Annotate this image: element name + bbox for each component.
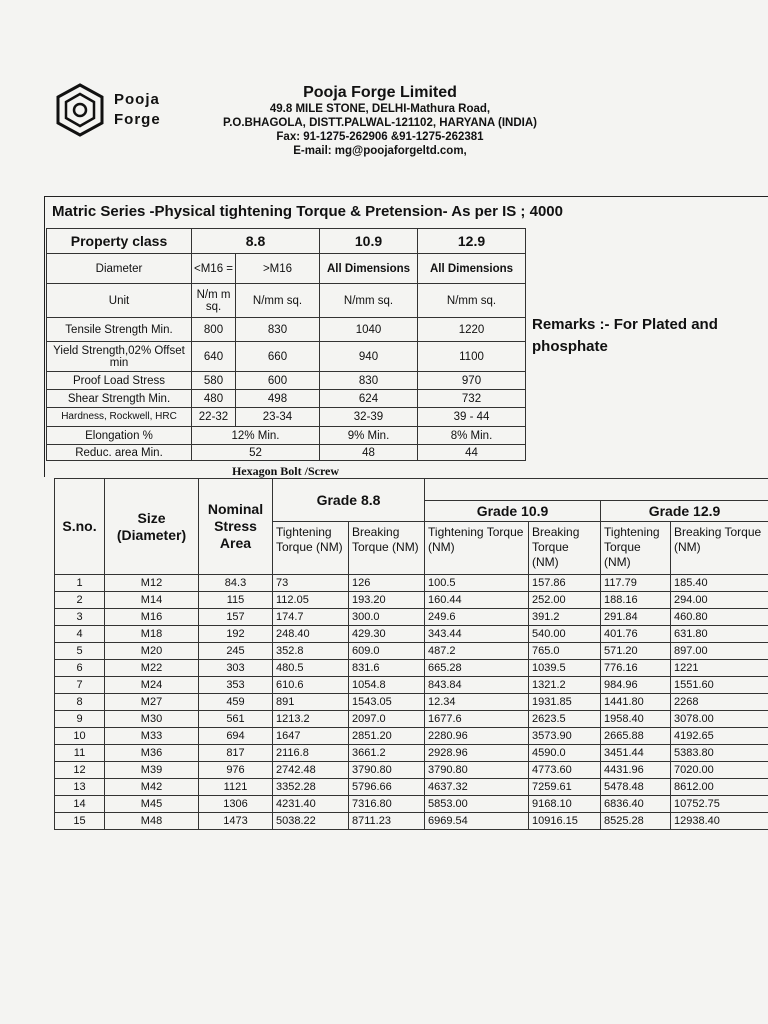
break-10-9-cell: 2623.5 xyxy=(529,711,601,728)
table-row xyxy=(55,813,768,830)
breaking-torque-header: Breaking Torque (NM) xyxy=(671,522,768,575)
breaking-torque-header: Breaking Torque (NM) xyxy=(349,522,425,575)
break-8-8-cell: 7316.80 xyxy=(349,796,425,813)
tight-10-9-cell: 1677.6 xyxy=(425,711,529,728)
table-row xyxy=(55,660,768,677)
elongation-row xyxy=(47,427,526,445)
value-c: 624 xyxy=(320,390,418,408)
sno-cell: 5 xyxy=(55,643,105,660)
sno-cell: 9 xyxy=(55,711,105,728)
size-cell: M30 xyxy=(105,711,199,728)
area-cell: 1121 xyxy=(199,779,273,796)
tight-10-9-cell: 6969.54 xyxy=(425,813,529,830)
breaking-torque-header: Breaking Torque (NM) xyxy=(529,522,601,575)
tight-12-9-cell: 1958.40 xyxy=(601,711,671,728)
area-cell: 303 xyxy=(199,660,273,677)
yield-row xyxy=(47,342,526,372)
unit-d: N/mm sq. xyxy=(418,284,526,318)
break-10-9-cell: 9168.10 xyxy=(529,796,601,813)
value-d: 44 xyxy=(418,445,526,461)
fax-line: Fax: 91-1275-262906 &91-1275-262381 xyxy=(276,131,484,143)
size-cell: M16 xyxy=(105,609,199,626)
row-label: Proof Load Stress xyxy=(47,372,192,390)
area-cell: 561 xyxy=(199,711,273,728)
address-line-1: 49.8 MILE STONE, DELHI-Mathura Road, xyxy=(269,103,491,115)
break-8-8-cell: 300.0 xyxy=(349,609,425,626)
diameter-label: Diameter xyxy=(47,254,192,284)
tight-8-8-cell: 5038.22 xyxy=(273,813,349,830)
break-12-9-cell: 8612.00 xyxy=(671,779,768,796)
size-cell: M24 xyxy=(105,677,199,694)
break-12-9-cell: 7020.00 xyxy=(671,762,768,779)
header-spacer xyxy=(425,479,768,501)
sno-cell: 4 xyxy=(55,626,105,643)
table-row xyxy=(55,711,768,728)
break-8-8-cell: 5796.66 xyxy=(349,779,425,796)
tight-10-9-cell: 100.5 xyxy=(425,575,529,592)
document-title: Matric Series -Physical tightening Torque & Pretension- As per IS ; 4000 xyxy=(52,203,563,220)
break-12-9-cell: 1551.60 xyxy=(671,677,768,694)
torque-table xyxy=(54,478,768,830)
break-8-8-cell: 1054.8 xyxy=(349,677,425,694)
tight-8-8-cell: 610.6 xyxy=(273,677,349,694)
tight-10-9-cell: 843.84 xyxy=(425,677,529,694)
break-8-8-cell: 126 xyxy=(349,575,425,592)
tight-12-9-cell: 401.76 xyxy=(601,626,671,643)
tight-12-9-cell: 984.96 xyxy=(601,677,671,694)
size-cell: M27 xyxy=(105,694,199,711)
tight-8-8-cell: 248.40 xyxy=(273,626,349,643)
tight-12-9-cell: 3451.44 xyxy=(601,745,671,762)
break-10-9-cell: 252.00 xyxy=(529,592,601,609)
value-b: 23-34 xyxy=(236,408,320,427)
value-d: 732 xyxy=(418,390,526,408)
break-12-9-cell: 460.80 xyxy=(671,609,768,626)
area-cell: 694 xyxy=(199,728,273,745)
unit-b: N/mm sq. xyxy=(236,284,320,318)
size-header: Size (Diameter) xyxy=(105,479,199,575)
tight-12-9-cell: 776.16 xyxy=(601,660,671,677)
break-8-8-cell: 3661.2 xyxy=(349,745,425,762)
torque-table-body xyxy=(55,575,768,830)
tight-12-9-cell: 5478.48 xyxy=(601,779,671,796)
break-8-8-cell: 193.20 xyxy=(349,592,425,609)
sno-header: S.no. xyxy=(55,479,105,575)
company-logo-icon xyxy=(54,82,106,138)
tight-8-8-cell: 4231.40 xyxy=(273,796,349,813)
tight-8-8-cell: 2742.48 xyxy=(273,762,349,779)
break-10-9-cell: 157.86 xyxy=(529,575,601,592)
value-a: 480 xyxy=(192,390,236,408)
value-d: 970 xyxy=(418,372,526,390)
break-12-9-cell: 12938.40 xyxy=(671,813,768,830)
value-a: 22-32 xyxy=(192,408,236,427)
size-cell: M12 xyxy=(105,575,199,592)
property-class-label: Property class xyxy=(47,229,192,254)
diameter-row xyxy=(47,254,526,284)
property-header-row xyxy=(47,229,526,254)
tight-8-8-cell: 352.8 xyxy=(273,643,349,660)
sno-cell: 15 xyxy=(55,813,105,830)
tight-10-9-cell: 2280.96 xyxy=(425,728,529,745)
company-name: Pooja Forge Limited xyxy=(303,84,457,101)
table-row xyxy=(55,592,768,609)
break-12-9-cell: 10752.75 xyxy=(671,796,768,813)
value-c: 1040 xyxy=(320,318,418,342)
diameter-c: All Dimensions xyxy=(320,254,418,284)
grade-12-9-header: Grade 12.9 xyxy=(601,501,768,522)
tight-8-8-cell: 891 xyxy=(273,694,349,711)
value-b: 830 xyxy=(236,318,320,342)
size-cell: M20 xyxy=(105,643,199,660)
tight-12-9-cell: 1441.80 xyxy=(601,694,671,711)
tight-12-9-cell: 4431.96 xyxy=(601,762,671,779)
area-cell: 84.3 xyxy=(199,575,273,592)
table-row xyxy=(55,643,768,660)
sno-cell: 14 xyxy=(55,796,105,813)
tightening-torque-header: Tightening Torque (NM) xyxy=(601,522,671,575)
size-cell: M48 xyxy=(105,813,199,830)
tight-12-9-cell: 2665.88 xyxy=(601,728,671,745)
break-12-9-cell: 1221 xyxy=(671,660,768,677)
tight-8-8-cell: 174.7 xyxy=(273,609,349,626)
sno-cell: 7 xyxy=(55,677,105,694)
unit-label: Unit xyxy=(47,284,192,318)
table-row xyxy=(55,677,768,694)
value-b: 498 xyxy=(236,390,320,408)
class-8-8: 8.8 xyxy=(192,229,320,254)
tight-10-9-cell: 3790.80 xyxy=(425,762,529,779)
break-12-9-cell: 3078.00 xyxy=(671,711,768,728)
sno-cell: 11 xyxy=(55,745,105,762)
tight-8-8-cell: 2116.8 xyxy=(273,745,349,762)
tight-8-8-cell: 1647 xyxy=(273,728,349,745)
row-label: Yield Strength,02% Offset min xyxy=(47,342,192,372)
tight-10-9-cell: 12.34 xyxy=(425,694,529,711)
tight-10-9-cell: 4637.32 xyxy=(425,779,529,796)
size-cell: M36 xyxy=(105,745,199,762)
break-8-8-cell: 3790.80 xyxy=(349,762,425,779)
break-12-9-cell: 5383.80 xyxy=(671,745,768,762)
tight-10-9-cell: 343.44 xyxy=(425,626,529,643)
value-ab: 12% Min. xyxy=(192,427,320,445)
property-class-table xyxy=(46,228,526,461)
area-cell: 1306 xyxy=(199,796,273,813)
tight-10-9-cell: 5853.00 xyxy=(425,796,529,813)
break-10-9-cell: 1039.5 xyxy=(529,660,601,677)
break-12-9-cell: 4192.65 xyxy=(671,728,768,745)
tight-12-9-cell: 8525.28 xyxy=(601,813,671,830)
value-a: 580 xyxy=(192,372,236,390)
value-d: 39 - 44 xyxy=(418,408,526,427)
break-8-8-cell: 2851.20 xyxy=(349,728,425,745)
tight-12-9-cell: 188.16 xyxy=(601,592,671,609)
hardness-row xyxy=(47,408,526,427)
area-cell: 817 xyxy=(199,745,273,762)
tight-10-9-cell: 2928.96 xyxy=(425,745,529,762)
logo-text-line2: Forge xyxy=(114,111,161,128)
sno-cell: 2 xyxy=(55,592,105,609)
value-b: 600 xyxy=(236,372,320,390)
sno-cell: 8 xyxy=(55,694,105,711)
tensile-row xyxy=(47,318,526,342)
break-8-8-cell: 1543.05 xyxy=(349,694,425,711)
area-cell: 1473 xyxy=(199,813,273,830)
break-10-9-cell: 10916.15 xyxy=(529,813,601,830)
area-cell: 245 xyxy=(199,643,273,660)
tight-12-9-cell: 571.20 xyxy=(601,643,671,660)
break-10-9-cell: 3573.90 xyxy=(529,728,601,745)
size-cell: M18 xyxy=(105,626,199,643)
company-header xyxy=(200,84,560,158)
email-line: E-mail: mg@poojaforgeltd.com, xyxy=(293,145,467,157)
tight-10-9-cell: 249.6 xyxy=(425,609,529,626)
break-8-8-cell: 2097.0 xyxy=(349,711,425,728)
diameter-d: All Dimensions xyxy=(418,254,526,284)
tight-12-9-cell: 6836.40 xyxy=(601,796,671,813)
sno-cell: 12 xyxy=(55,762,105,779)
area-cell: 115 xyxy=(199,592,273,609)
break-12-9-cell: 2268 xyxy=(671,694,768,711)
reduc-area-row xyxy=(47,445,526,461)
class-12-9: 12.9 xyxy=(418,229,526,254)
row-label: Elongation % xyxy=(47,427,192,445)
size-cell: M14 xyxy=(105,592,199,609)
tight-10-9-cell: 487.2 xyxy=(425,643,529,660)
table-row xyxy=(55,796,768,813)
tight-8-8-cell: 1213.2 xyxy=(273,711,349,728)
torque-header-row-1 xyxy=(55,479,768,501)
break-8-8-cell: 429.30 xyxy=(349,626,425,643)
tight-8-8-cell: 480.5 xyxy=(273,660,349,677)
unit-c: N/mm sq. xyxy=(320,284,418,318)
remarks-note: Remarks :- For Plated and phosphate xyxy=(532,316,718,355)
area-cell: 157 xyxy=(199,609,273,626)
size-cell: M39 xyxy=(105,762,199,779)
table-row xyxy=(55,626,768,643)
sno-cell: 6 xyxy=(55,660,105,677)
break-10-9-cell: 1931.85 xyxy=(529,694,601,711)
table-row xyxy=(55,745,768,762)
tight-10-9-cell: 160.44 xyxy=(425,592,529,609)
diameter-b: >M16 xyxy=(236,254,320,284)
class-10-9: 10.9 xyxy=(320,229,418,254)
area-cell: 192 xyxy=(199,626,273,643)
break-8-8-cell: 831.6 xyxy=(349,660,425,677)
size-cell: M33 xyxy=(105,728,199,745)
table-row xyxy=(55,694,768,711)
address-line-2: P.O.BHAGOLA, DISTT.PALWAL-121102, HARYANA (INDIA) xyxy=(223,117,537,129)
value-a: 640 xyxy=(192,342,236,372)
proof-load-row xyxy=(47,372,526,390)
sno-cell: 3 xyxy=(55,609,105,626)
break-10-9-cell: 4773.60 xyxy=(529,762,601,779)
value-c: 9% Min. xyxy=(320,427,418,445)
table-row xyxy=(55,609,768,626)
value-d: 1100 xyxy=(418,342,526,372)
break-10-9-cell: 391.2 xyxy=(529,609,601,626)
grade-10-9-header: Grade 10.9 xyxy=(425,501,601,522)
row-label: Shear Strength Min. xyxy=(47,390,192,408)
break-8-8-cell: 8711.23 xyxy=(349,813,425,830)
table-row xyxy=(55,728,768,745)
area-cell: 353 xyxy=(199,677,273,694)
grade-8-8-header: Grade 8.8 xyxy=(273,479,425,522)
value-d: 1220 xyxy=(418,318,526,342)
value-a: 800 xyxy=(192,318,236,342)
sno-cell: 1 xyxy=(55,575,105,592)
size-cell: M45 xyxy=(105,796,199,813)
size-cell: M42 xyxy=(105,779,199,796)
tight-8-8-cell: 112.05 xyxy=(273,592,349,609)
value-c: 830 xyxy=(320,372,418,390)
section-caption: Hexagon Bolt /Screw xyxy=(231,464,340,478)
break-8-8-cell: 609.0 xyxy=(349,643,425,660)
break-10-9-cell: 1321.2 xyxy=(529,677,601,694)
row-label: Reduc. area Min. xyxy=(47,445,192,461)
area-cell: 459 xyxy=(199,694,273,711)
shear-row xyxy=(47,390,526,408)
table-row xyxy=(55,575,768,592)
tight-8-8-cell: 3352.28 xyxy=(273,779,349,796)
break-10-9-cell: 540.00 xyxy=(529,626,601,643)
value-ab: 52 xyxy=(192,445,320,461)
tightening-torque-header: Tightening Torque (NM) xyxy=(425,522,529,575)
break-12-9-cell: 897.00 xyxy=(671,643,768,660)
break-10-9-cell: 4590.0 xyxy=(529,745,601,762)
sno-cell: 10 xyxy=(55,728,105,745)
area-cell: 976 xyxy=(199,762,273,779)
tight-12-9-cell: 117.79 xyxy=(601,575,671,592)
value-c: 940 xyxy=(320,342,418,372)
break-10-9-cell: 765.0 xyxy=(529,643,601,660)
break-10-9-cell: 7259.61 xyxy=(529,779,601,796)
break-12-9-cell: 294.00 xyxy=(671,592,768,609)
tight-12-9-cell: 291.84 xyxy=(601,609,671,626)
value-b: 660 xyxy=(236,342,320,372)
sno-cell: 13 xyxy=(55,779,105,796)
break-12-9-cell: 631.80 xyxy=(671,626,768,643)
row-label: Tensile Strength Min. xyxy=(47,318,192,342)
tightening-torque-header: Tightening Torque (NM) xyxy=(273,522,349,575)
size-cell: M22 xyxy=(105,660,199,677)
diameter-a: <M16 = xyxy=(192,254,236,284)
tight-8-8-cell: 73 xyxy=(273,575,349,592)
logo-text-line1: Pooja xyxy=(114,91,160,108)
value-d: 8% Min. xyxy=(418,427,526,445)
row-label: Hardness, Rockwell, HRC xyxy=(47,408,192,427)
table-row xyxy=(55,779,768,796)
area-header: Nominal Stress Area xyxy=(199,479,273,575)
unit-a: N/m m sq. xyxy=(192,284,236,318)
tight-10-9-cell: 665.28 xyxy=(425,660,529,677)
break-12-9-cell: 185.40 xyxy=(671,575,768,592)
value-c: 32-39 xyxy=(320,408,418,427)
value-c: 48 xyxy=(320,445,418,461)
table-row xyxy=(55,762,768,779)
logo-text xyxy=(114,90,161,130)
unit-row xyxy=(47,284,526,318)
